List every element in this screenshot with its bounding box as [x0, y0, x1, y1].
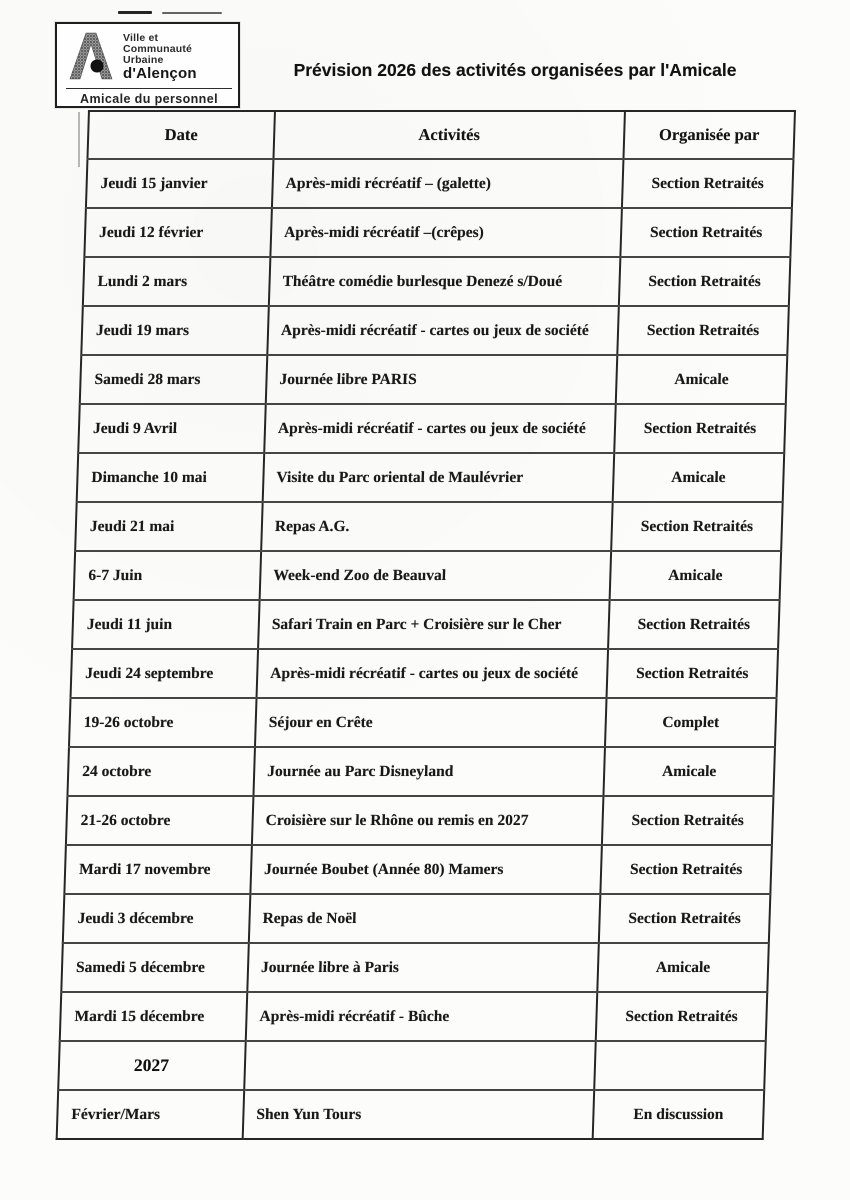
date-cell: 24 octobre	[67, 747, 255, 796]
table-header-row	[87, 111, 795, 159]
activity-cell: Théâtre comédie burlesque Denezé s/Doué	[269, 257, 621, 306]
activity-cell: Séjour en Crête	[255, 698, 607, 747]
table-row	[67, 747, 775, 796]
table-row	[84, 208, 792, 257]
org-name-line: Ville et	[123, 32, 159, 44]
organizer-cell: Section Retraités	[608, 600, 780, 649]
date-cell: 2027	[58, 1041, 246, 1090]
date-cell: Jeudi 21 mai	[75, 502, 263, 551]
page-title: Prévision 2026 des activités organisées par l'Amicale	[293, 60, 737, 80]
organizer-cell: Section Retraités	[607, 649, 779, 698]
table-row	[61, 943, 769, 992]
organizer-cell: Amicale	[610, 551, 782, 600]
table-row	[71, 649, 779, 698]
scan-artifact	[162, 12, 222, 14]
table-row	[78, 404, 786, 453]
org-name-line: d'Alençon	[123, 65, 197, 82]
activities-table	[56, 110, 796, 1140]
date-cell: Jeudi 9 Avril	[78, 404, 266, 453]
table-row	[83, 257, 791, 306]
table-row	[74, 551, 782, 600]
date-cell: Jeudi 11 juin	[72, 600, 260, 649]
organizer-cell: Section Retraités	[617, 306, 789, 355]
organizer-cell: Section Retraités	[620, 208, 792, 257]
organizer-cell: Section Retraités	[600, 845, 772, 894]
date-cell: Lundi 2 mars	[83, 257, 271, 306]
alencon-a-logo-icon	[66, 29, 116, 86]
activity-cell: Repas de Noël	[249, 894, 601, 943]
activity-cell: Journée au Parc Disneyland	[253, 747, 605, 796]
organizer-cell: Section Retraités	[599, 894, 771, 943]
date-cell: Samedi 5 décembre	[61, 943, 249, 992]
organizer-cell: Section Retraités	[619, 257, 791, 306]
activity-cell: Shen Yun Tours	[243, 1090, 595, 1139]
activity-cell: Visite du Parc oriental de Maulévrier	[263, 453, 615, 502]
table-row	[66, 796, 774, 845]
date-cell: Mardi 15 décembre	[60, 992, 248, 1041]
activity-cell: Après-midi récréatif - cartes ou jeux de société	[264, 404, 616, 453]
organizer-cell: En discussion	[593, 1090, 765, 1139]
table-row	[80, 355, 788, 404]
date-cell: Jeudi 19 mars	[81, 306, 269, 355]
activity-cell: Après-midi récréatif – (galette)	[272, 159, 624, 208]
activity-cell: Week-end Zoo de Beauval	[260, 551, 612, 600]
organizer-cell: Section Retraités	[622, 159, 794, 208]
table-row	[81, 306, 789, 355]
table-row	[86, 159, 794, 208]
table-row	[57, 1090, 765, 1139]
date-cell: 21-26 octobre	[66, 796, 254, 845]
organizer-cell: Amicale	[616, 355, 788, 404]
organizer-cell: Amicale	[603, 747, 775, 796]
table-row	[64, 845, 772, 894]
date-cell: Mardi 17 novembre	[64, 845, 252, 894]
table-row	[69, 698, 777, 747]
header-activities: Activités	[273, 111, 625, 159]
activity-cell: Croisière sur le Rhône ou remis en 2027	[252, 796, 604, 845]
org-name-line: Communauté	[123, 43, 193, 55]
scan-artifact	[78, 112, 80, 167]
date-cell: Février/Mars	[57, 1090, 245, 1139]
date-cell: Jeudi 3 décembre	[63, 894, 251, 943]
table-row	[72, 600, 780, 649]
activity-cell: Journée libre PARIS	[266, 355, 618, 404]
activity-cell: Après-midi récréatif - cartes ou jeux de société	[267, 306, 619, 355]
activity-cell: Safari Train en Parc + Croisière sur le Cher	[258, 600, 610, 649]
date-cell: Samedi 28 mars	[80, 355, 268, 404]
table-row	[60, 992, 768, 1041]
activity-cell: Journée libre à Paris	[247, 943, 599, 992]
table-row	[77, 453, 785, 502]
date-cell: Jeudi 15 janvier	[86, 159, 274, 208]
organizer-cell: Section Retraités	[611, 502, 783, 551]
org-name-line: Urbaine	[123, 54, 164, 66]
organizer-cell: Complet	[605, 698, 777, 747]
activity-cell: Après-midi récréatif –(crêpes)	[270, 208, 622, 257]
org-logo-subtitle: Amicale du personnel	[66, 88, 232, 106]
date-cell: 19-26 octobre	[69, 698, 257, 747]
date-cell: Dimanche 10 mai	[77, 453, 265, 502]
activities-table-wrap	[56, 110, 796, 1140]
header-organizer: Organisée par	[623, 111, 795, 159]
org-logo-box	[55, 22, 240, 108]
date-cell: Jeudi 12 février	[84, 208, 272, 257]
organizer-cell: Amicale	[613, 453, 785, 502]
organizer-cell: Amicale	[597, 943, 769, 992]
organizer-cell: Section Retraités	[602, 796, 774, 845]
table-row	[75, 502, 783, 551]
date-cell: Jeudi 24 septembre	[71, 649, 259, 698]
activity-cell	[244, 1041, 596, 1090]
table-row	[63, 894, 771, 943]
activity-cell: Journée Boubet (Année 80) Mamers	[250, 845, 602, 894]
organizer-cell: Section Retraités	[596, 992, 768, 1041]
organizer-cell	[594, 1041, 766, 1090]
activity-cell: Repas A.G.	[261, 502, 613, 551]
header-date: Date	[87, 111, 275, 159]
organizer-cell: Section Retraités	[614, 404, 786, 453]
activity-cell: Après-midi récréatif - cartes ou jeux de société	[257, 649, 609, 698]
scan-artifact	[118, 11, 152, 14]
table-row-year	[58, 1041, 766, 1090]
date-cell: 6-7 Juin	[74, 551, 262, 600]
activity-cell: Après-midi récréatif - Bûche	[246, 992, 598, 1041]
table-body	[57, 159, 794, 1139]
